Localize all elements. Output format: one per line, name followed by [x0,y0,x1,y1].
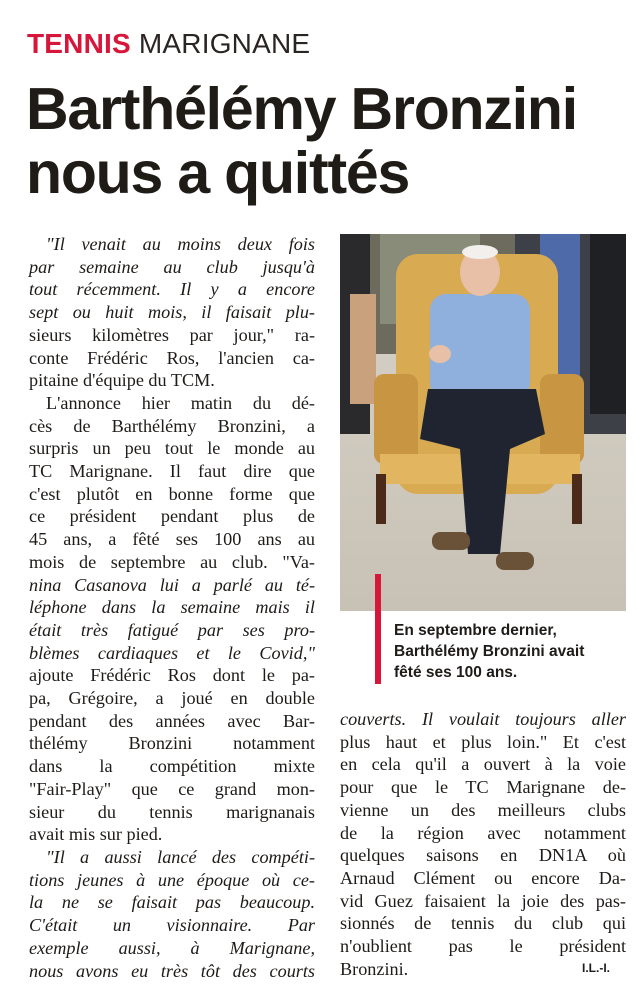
body-line: ce président pendant plus de [29,506,315,527]
body-line: plus haut et plus loin." Et c'est [340,731,626,752]
caption-accent-bar [375,574,381,684]
body-line: surpris un peu tout le monde au [29,438,315,459]
body-line: était très fatigué par ses pro- [29,619,315,640]
body-line: pitaine d'équipe du TCM. [29,370,215,391]
body-line: Arnaud Clément ou encore Da- [340,867,626,888]
body-line: couverts. Il voulait toujours aller [340,709,626,729]
body-line: mois de septembre au club. "Va- [29,551,315,572]
body-line: dans la compétition mixte [29,756,315,777]
section-location: MARIGNANE [138,28,311,59]
body-line: conte Frédéric Ros, l'ancien ca- [29,347,315,368]
caption-line-3: fêté ses 100 ans. [394,664,518,681]
body-line: sionnés de tennis du club qui [340,913,626,934]
body-line: "Il venait au moins deux fois [46,234,315,254]
article-headline [26,77,626,205]
article-column-right [340,708,626,980]
article-photo [340,234,626,611]
section-category: TENNIS [27,28,131,59]
body-line: 45 ans, a fêté ses 100 ans au [29,529,315,550]
body-line: vienne un des meilleurs clubs [340,799,626,820]
author-signature: I.L.-I. [582,961,610,975]
headline-line-1: Barthélémy Bronzini [26,76,577,142]
body-line: pendant des années avec Bar- [29,710,315,731]
body-line: tions jeunes à une époque où ce- [29,869,315,890]
body-line: c'est plutôt en bonne forme que [29,483,315,504]
body-line: tout récemment. Il y a encore [29,279,315,300]
caption-line-2: Barthélémy Bronzini avait [394,643,585,660]
photo-caption [394,620,626,683]
body-line: L'annonce hier matin du dé- [46,392,315,413]
body-line: TC Marignane. Il faut dire que [29,461,315,482]
body-line: blèmes cardiaques et le Covid," [29,642,315,663]
body-line: Bronzini. [340,958,409,979]
article-column-left [29,233,315,982]
body-line: en cela qu'il a ouvert à la voie [340,754,626,775]
body-line: thélémy Bronzini notamment [29,733,315,754]
body-line: n'oublient pas le président [340,936,626,957]
body-line: sieurs kilomètres par jour," ra- [29,324,315,345]
body-line: avait mis sur pied. [29,824,163,845]
body-line: la ne se faisait pas beaucoup. [29,892,315,913]
body-line: nous avons eu très tôt des courts [29,960,315,981]
photo-illustration [340,234,626,611]
body-line: cès de Barthélémy Bronzini, a [29,415,315,436]
body-line: "Il a aussi lancé des compéti- [46,846,315,867]
body-line: sieur du tennis marignanais [29,801,315,822]
body-line: pour que le TC Marignane de- [340,777,626,798]
caption-line-1: En septembre dernier, [394,622,557,639]
body-line: quelques saisons en DN1A où [340,845,626,866]
body-line: nina Casanova lui a parlé au té- [29,574,315,595]
body-line: de la région avec notamment [340,822,626,843]
body-line: vid Guez faisaient la joie des pas- [340,890,626,911]
body-line: ajoute Frédéric Ros dont le pa- [29,665,315,686]
body-line: léphone dans la semaine mais il [29,597,315,618]
headline-line-2: nous a quittés [26,140,410,206]
body-line: par semaine au club jusqu'à [29,256,315,277]
body-line: "Fair-Play" que ce grand mon- [29,778,315,799]
body-line: pa, Grégoire, a joué en double [29,688,315,709]
body-line: exemple aussi, à Marignane, [29,937,315,958]
body-line: sept ou huit mois, il faisait plu- [29,302,315,323]
section-kicker [27,30,310,58]
body-line: C'était un visionnaire. Par [29,915,315,936]
